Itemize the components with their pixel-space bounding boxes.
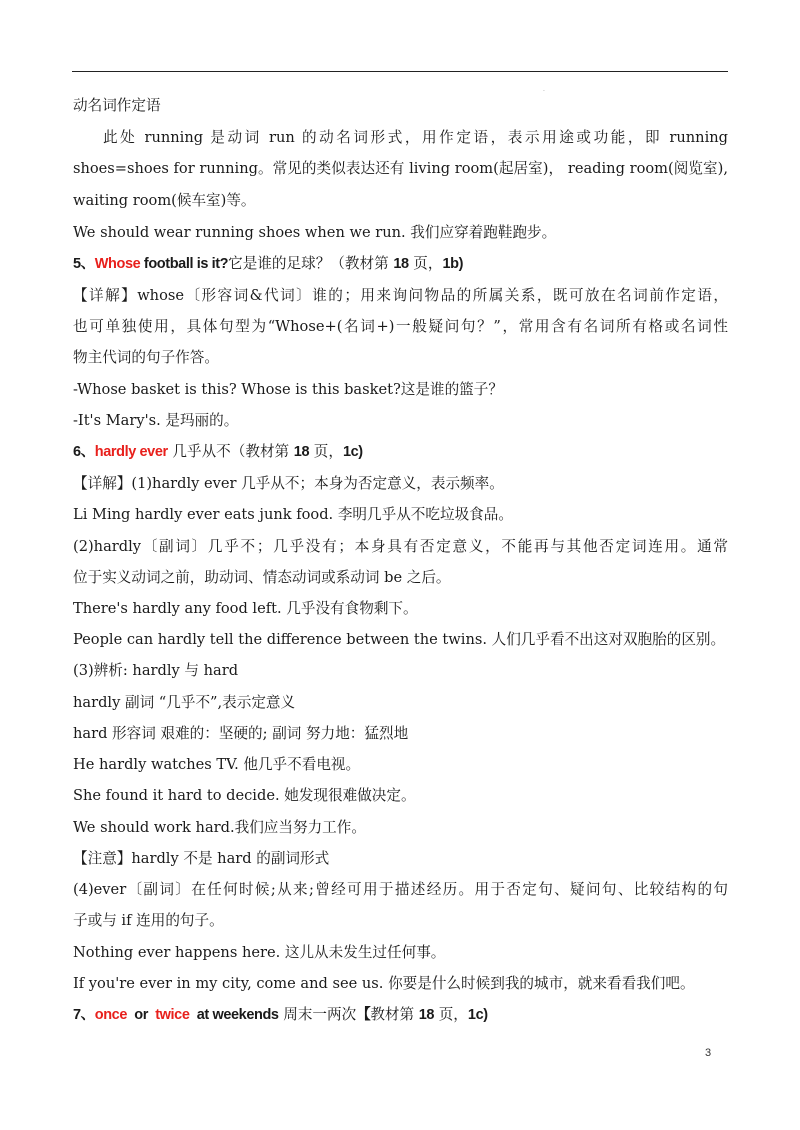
header-mark: . xyxy=(543,86,545,93)
heading-number: 5、 xyxy=(73,256,95,272)
heading-page: 18 xyxy=(293,444,310,460)
paragraph-line: 此处 running 是动词 run 的动名词形式，用作定语，表示用途或功能，即 running xyxy=(103,129,728,146)
heading-ref: 1b) xyxy=(442,256,464,272)
heading-5 xyxy=(73,254,733,274)
paragraph-line: 也可单独使用，具体句型为“Whose+(名词+)一般疑问句？”，常用含有名词所有格或名词性 xyxy=(73,318,728,335)
example-sentence: People can hardly tell the difference between the twins. 人们几乎看不出这对双胞胎的区别。 xyxy=(73,631,726,648)
paragraph-line: (2)hardly〔副词〕几乎不；几乎没有；本身具有否定意义，不能再与其他否定词连用。通常 xyxy=(73,538,728,555)
example-sentence: If you're ever in my city, come and see us. 你要是什么时候到我的城市，就来看看我们吧。 xyxy=(73,975,695,992)
paragraph-line: shoes=shoes for running。常见的类似表达还有 living room(起居室)， reading room(阅览室), xyxy=(73,160,728,177)
heading-number: 6、 xyxy=(73,444,95,460)
heading-cn: 周末一两次 xyxy=(278,1006,357,1023)
example-sentence: We should work hard.我们应当努力工作。 xyxy=(73,819,366,836)
heading-keyword: hardly ever xyxy=(94,444,168,460)
paragraph-line: 【详解】whose〔形容词&代词〕谁的；用来询问物品的所属关系，既可放在名词前作定语， xyxy=(73,287,728,304)
heading-page: 18 xyxy=(393,256,409,272)
example-sentence: -Whose basket is this? Whose is this basket?这是谁的篮子？ xyxy=(73,381,503,398)
example-sentence: Li Ming hardly ever eats junk food. 李明几乎从不吃垃圾食品。 xyxy=(73,506,513,523)
paragraph-line: 物主代词的句子作答。 xyxy=(73,349,219,366)
heading-ref: 1c) xyxy=(342,444,363,460)
example-sentence: He hardly watches TV. 他几乎不看电视。 xyxy=(73,756,361,773)
heading-7 xyxy=(73,1005,733,1025)
paragraph-line: 子或与 if 连用的句子。 xyxy=(73,912,224,929)
example-sentence: Nothing ever happens here. 这儿从未发生过任何事。 xyxy=(73,944,446,961)
paragraph-line: 位于实义动词之前，助动词、情态动词或系动词 be 之后。 xyxy=(73,569,451,586)
page-number: 3 xyxy=(705,1047,712,1059)
paragraph-line: waiting room(候车室)等。 xyxy=(73,192,256,209)
heading-cn: 页， xyxy=(309,443,343,460)
example-sentence: There's hardly any food left. 几乎没有食物剩下。 xyxy=(73,600,418,617)
heading-phrase: or xyxy=(127,1007,156,1023)
heading-phrase: at weekends xyxy=(189,1007,279,1023)
paragraph-line: 【详解】(1)hardly ever 几乎从不；本身为否定意义，表示频率。 xyxy=(73,475,504,492)
heading-cn: 几乎从不（教材第 xyxy=(167,443,294,460)
paragraph-line: hard 形容词 艰难的：坚硬的; 副词 努力地：猛烈地 xyxy=(73,725,409,742)
heading-keyword: twice xyxy=(155,1007,190,1023)
heading-page: 18 xyxy=(418,1007,435,1023)
example-sentence: We should wear running shoes when we run. 我们应穿着跑鞋跑步。 xyxy=(73,224,557,241)
section-label: 动名词作定语 xyxy=(73,97,161,114)
heading-keyword: once xyxy=(94,1007,128,1023)
paragraph-line: (3)辨析: hardly 与 hard xyxy=(73,662,239,679)
example-sentence: She found it hard to decide. 她发现很难做决定。 xyxy=(73,787,416,804)
example-sentence: -It's Mary's. 是玛丽的。 xyxy=(73,412,239,429)
heading-phrase: football is it? xyxy=(140,256,229,272)
header-rule xyxy=(72,71,728,72)
heading-keyword: Whose xyxy=(94,256,141,272)
heading-6 xyxy=(73,442,733,462)
paragraph-line: (4)ever〔副词〕在任何时候;从来;曾经可用于描述经历。用于否定句、疑问句、比较结构的句 xyxy=(73,881,728,898)
heading-ref: 1c) xyxy=(467,1007,488,1023)
heading-number: 7、 xyxy=(73,1007,95,1023)
heading-cn: 页， xyxy=(434,1006,468,1023)
heading-cn: 它是谁的足球？（教材第 xyxy=(228,255,394,272)
heading-cn: 教材第 xyxy=(370,1006,419,1023)
paragraph-line: hardly 副词 “几乎不”,表示定意义 xyxy=(73,694,296,711)
heading-bracket: 【 xyxy=(356,1007,371,1023)
heading-cn: 页， xyxy=(408,255,443,272)
note-line: 【注意】hardly 不是 hard 的副词形式 xyxy=(73,850,330,867)
